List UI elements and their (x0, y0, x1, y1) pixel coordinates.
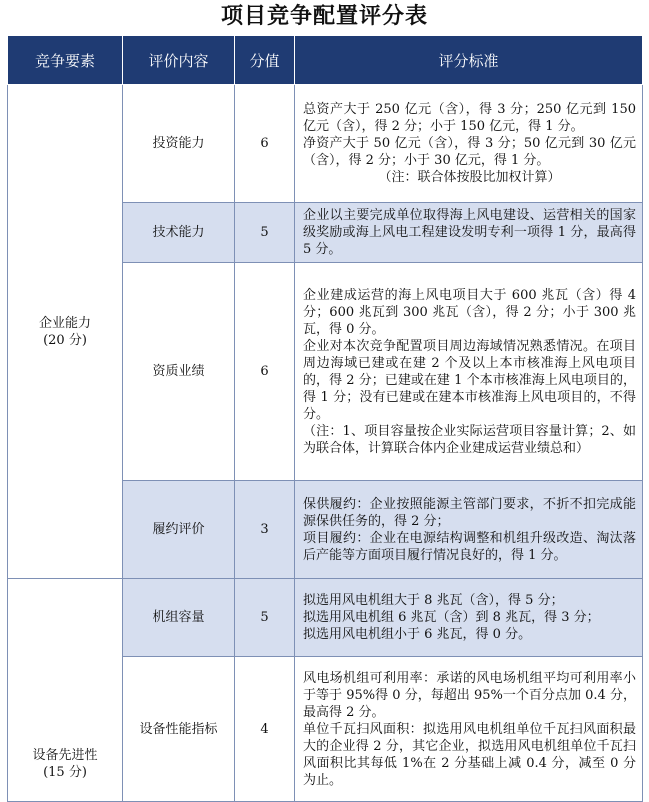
header-content: 评价内容 (123, 36, 235, 85)
score-cell: 6 (235, 263, 295, 481)
page-title: 项目竞争配置评分表 (220, 4, 428, 29)
criteria-line: 总资产大于 250 亿元（含），得 3 分；250 亿元到 150 亿元（含），得 2 分；小于 150 亿元，得 1 分。 (303, 102, 636, 134)
table-header-row (8, 36, 643, 85)
criteria-line: 净资产大于 50 亿元（含），得 3 分；50 亿元到 30 亿元（含），得 2 分；小于 30 亿元，得 1 分。 (303, 136, 636, 168)
criteria-line: 拟选用风电机组小于 6 兆瓦，得 0 分。 (303, 627, 532, 642)
criteria-cell (295, 657, 643, 802)
item-cell: 投资能力 (123, 85, 235, 203)
group-points: (20 分) (43, 332, 87, 348)
score-cell: 3 (235, 481, 295, 579)
criteria-line: 企业以主要完成单位取得海上风电建设、运营相关的国家级奖励或海上风电工程建设发明专利一项得 1 分，最高得 5 分。 (303, 208, 636, 257)
criteria-line: 项目履约：企业在电源结构调整和机组升级改造、淘汰落后产能等方面项目履行情况良好的，得 1 分。 (303, 530, 636, 563)
criteria-note: （注：1、项目容量按企业实际运营项目容量计算；2、如为联合体，计算联合体内企业建成运营业绩总和） (303, 423, 636, 456)
score-cell: 5 (235, 579, 295, 657)
criteria-line: 拟选用风电机组大于 8 兆瓦（含），得 5 分； (303, 593, 564, 608)
criteria-line: 企业建成运营的海上风电项目大于 600 兆瓦（含）得 4 分；600 兆瓦到 300 兆瓦（含），得 2 分；小于 300 兆瓦，得 0 分。 (303, 287, 636, 337)
header-factor: 竞争要素 (8, 36, 123, 85)
header-criteria: 评分标准 (295, 36, 643, 85)
scoring-table (7, 35, 643, 802)
group-name: 设备先进性 (32, 748, 98, 763)
score-cell: 4 (235, 657, 295, 802)
criteria-cell (295, 203, 643, 263)
score-cell: 6 (235, 85, 295, 203)
criteria-line: 单位千瓦扫风面积：拟选用风电机组单位千瓦扫风面积最大的企业得 2 分，其它企业，拟选用风电机组单位千瓦扫风面积比其每低 1%在 2 分基础上减 0.4 分，减至 0 分为止。 (303, 721, 636, 788)
group-name: 企业能力 (38, 315, 91, 331)
table-row (8, 85, 643, 203)
criteria-line: 企业对本次竞争配置项目周边海域情况熟悉情况。在项目周边海域已建或在建 2 个及以上本市核准海上风电项目的，得 2 分；已建或在建 1 个本市核准海上风电项目的，得 1 分；没有已建或在建本市核准海上风电项目的，不得分。 (303, 338, 636, 422)
criteria-cell (295, 263, 643, 481)
criteria-line: 风电场机组可利用率：承诺的风电场机组平均可利用率小于等于 95%得 0 分，每超出 95%一个百分点加 0.4 分，最高得 2 分。 (303, 670, 636, 720)
item-cell: 履约评价 (123, 481, 235, 579)
criteria-cell (295, 579, 643, 657)
criteria-note: （注：联合体按股比加权计算） (378, 170, 561, 185)
group-points: (15 分) (43, 765, 87, 780)
item-cell: 机组容量 (123, 579, 235, 657)
criteria-cell (295, 85, 643, 203)
group-cell-enterprise (8, 85, 123, 579)
item-cell: 资质业绩 (123, 263, 235, 481)
item-cell: 设备性能指标 (123, 657, 235, 802)
header-score: 分值 (235, 36, 295, 85)
score-cell: 5 (235, 203, 295, 263)
item-cell: 技术能力 (123, 203, 235, 263)
table-row (8, 579, 643, 657)
criteria-cell (295, 481, 643, 579)
criteria-line: 保供履约：企业按照能源主管部门要求，不折不扣完成能源保供任务的，得 2 分； (303, 496, 636, 529)
group-cell-equipment (8, 579, 123, 802)
criteria-line: 拟选用风电机组 6 兆瓦（含）到 8 兆瓦，得 3 分； (303, 610, 600, 625)
